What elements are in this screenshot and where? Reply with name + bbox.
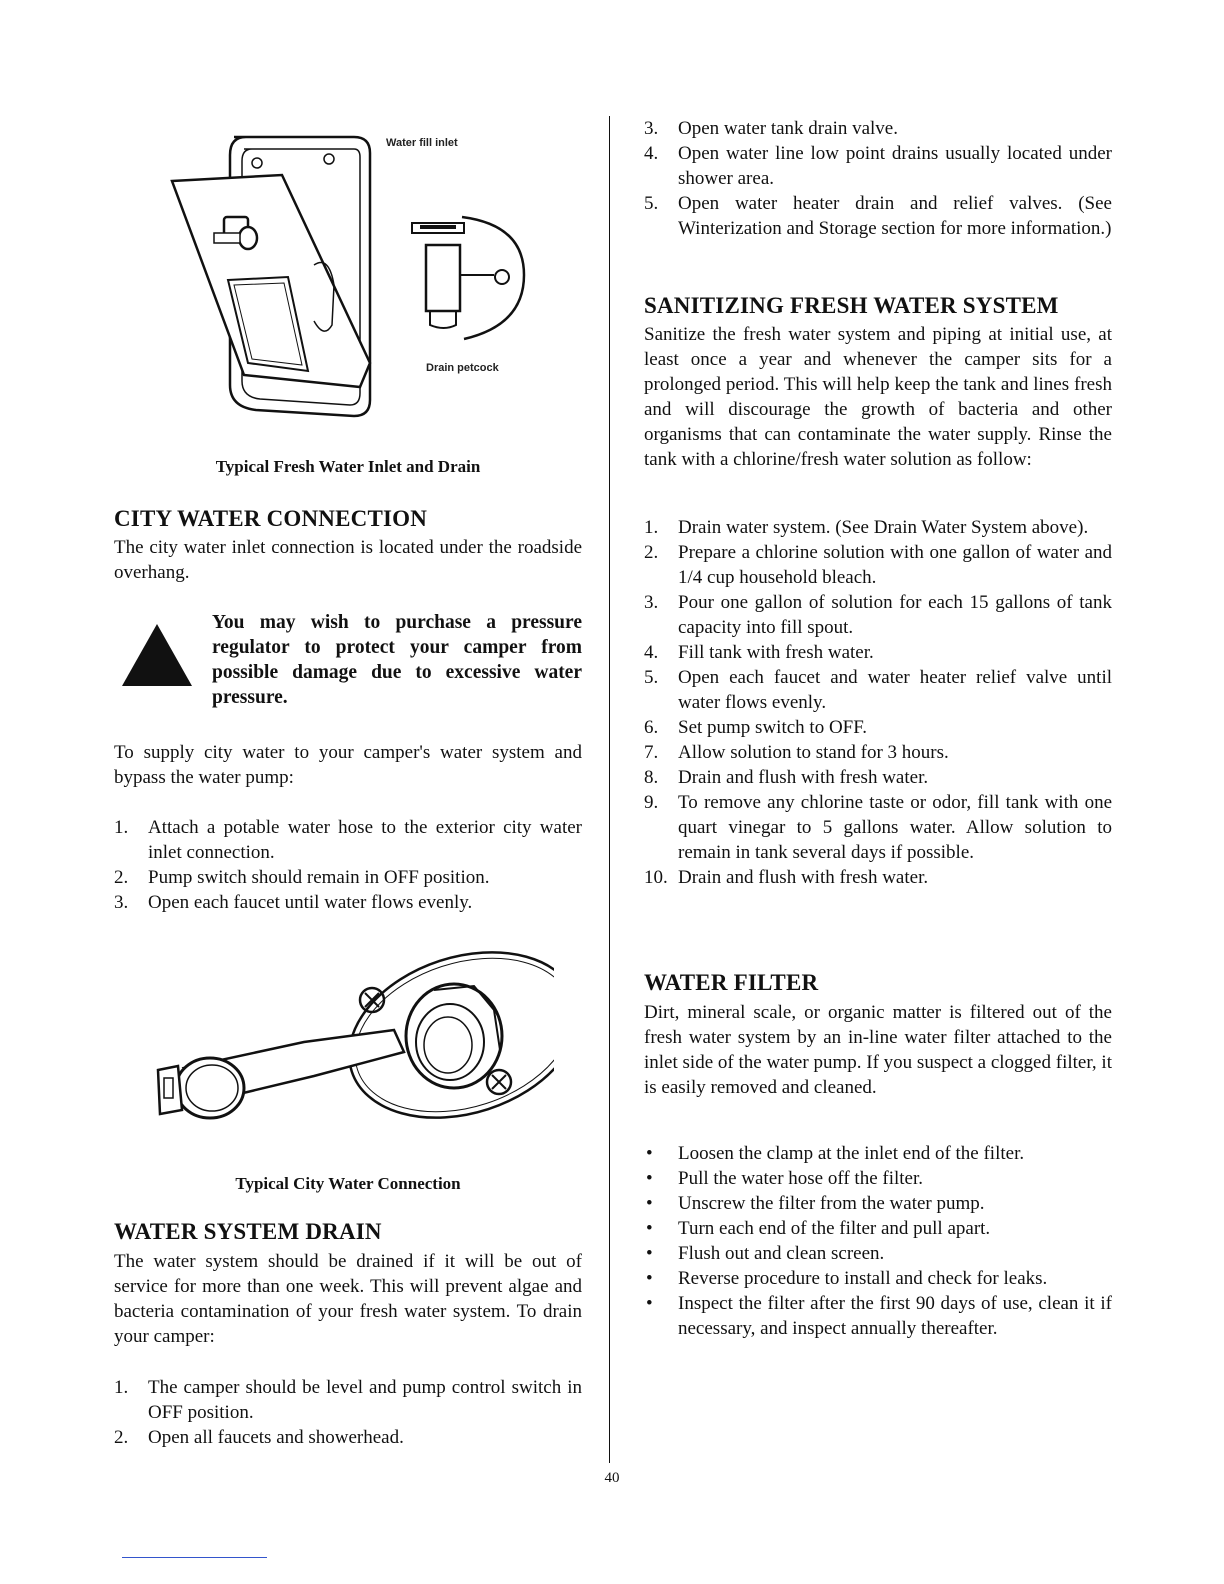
step-number: 7. xyxy=(644,742,659,763)
step-number: 10. xyxy=(644,867,668,888)
bullet-text: Unscrew the filter from the water pump. xyxy=(678,1193,985,1214)
bullet-text: Inspect the filter after the first 90 days of use, clean it if necessary, and inspect annually thereafter. xyxy=(678,1293,1112,1339)
step-number: 3. xyxy=(114,892,129,913)
warning-text: You may wish to purchase a pressure regulator to protect your camper from possible damage due to excessive water pressure. xyxy=(212,612,582,708)
drain-steps xyxy=(114,1375,582,1450)
section-heading: SANITIZING FRESH WATER SYSTEM xyxy=(644,293,1059,318)
section-intro: Dirt, mineral scale, or organic matter is filtered out of the fresh water system by an in-line water filter attached to the inlet side of the water pump. If you suspect a clogged filter, it is easily removed and cleaned. xyxy=(644,1002,1112,1098)
step-text: Open water heater drain and relief valves. (See Winterization and Storage section for more information.) xyxy=(678,193,1112,239)
step-number: 2. xyxy=(114,1427,129,1448)
list-item xyxy=(644,1141,1112,1166)
step-text: Allow solution to stand for 3 hours. xyxy=(678,742,949,763)
list-item xyxy=(644,665,1112,715)
list-item xyxy=(644,540,1112,590)
warning-triangle-icon xyxy=(120,622,194,688)
section-heading: CITY WATER CONNECTION xyxy=(114,506,428,531)
drain-steps-continued xyxy=(644,116,1112,241)
list-item xyxy=(644,590,1112,640)
water-fill-inlet-label: Water fill inlet xyxy=(386,137,458,149)
step-text: Drain and flush with fresh water. xyxy=(678,867,929,888)
figure-caption: Typical Fresh Water Inlet and Drain xyxy=(215,457,481,476)
warning-callout xyxy=(114,610,582,715)
step-number: 6. xyxy=(644,717,659,738)
step-number: 5. xyxy=(644,667,659,688)
list-item xyxy=(114,815,582,865)
list-item xyxy=(644,1166,1112,1191)
bullet-text: Turn each end of the filter and pull apart. xyxy=(678,1218,991,1239)
bullet-icon: • xyxy=(646,1268,653,1289)
water-fill-inlet-illustration xyxy=(164,125,564,430)
step-text: Open water line low point drains usually located under shower area. xyxy=(678,143,1112,189)
step-text: Prepare a chlorine solution with one gallon of water and 1/4 cup household bleach. xyxy=(678,542,1112,588)
section-heading: WATER FILTER xyxy=(644,970,819,995)
list-item xyxy=(644,1266,1112,1291)
list-item xyxy=(644,1241,1112,1266)
bullet-icon: • xyxy=(646,1293,653,1314)
list-item xyxy=(644,640,1112,665)
step-text: Pour one gallon of solution for each 15 gallons of tank capacity into fill spout. xyxy=(678,592,1112,638)
step-number: 2. xyxy=(114,867,129,888)
step-text: Open all faucets and showerhead. xyxy=(148,1427,404,1448)
step-text: To remove any chlorine taste or odor, fill tank with one quart vinegar to 5 gallons water. Allow solution to remain in tank several days if possible. xyxy=(678,792,1112,863)
bullet-icon: • xyxy=(646,1243,653,1264)
list-item xyxy=(114,890,582,915)
list-item xyxy=(644,191,1112,241)
list-item xyxy=(644,765,1112,790)
step-text: Pump switch should remain in OFF position. xyxy=(148,867,490,888)
list-item xyxy=(114,865,582,890)
list-item xyxy=(644,865,1112,890)
step-number: 1. xyxy=(114,817,129,838)
step-number: 9. xyxy=(644,792,659,813)
list-item xyxy=(644,740,1112,765)
step-number: 1. xyxy=(644,517,659,538)
step-text: Fill tank with fresh water. xyxy=(678,642,874,663)
figure-caption: Typical City Water Connection xyxy=(235,1174,461,1193)
list-item xyxy=(644,515,1112,540)
list-item xyxy=(644,715,1112,740)
filter-steps xyxy=(644,1141,1112,1341)
list-item xyxy=(644,790,1112,865)
bullet-icon: • xyxy=(646,1193,653,1214)
step-number: 3. xyxy=(644,118,659,139)
sanitize-steps xyxy=(644,515,1112,890)
bullet-text: Pull the water hose off the filter. xyxy=(678,1168,924,1189)
city-water-steps xyxy=(114,815,582,915)
list-item xyxy=(644,1291,1112,1341)
bullet-icon: • xyxy=(646,1143,653,1164)
step-text: Set pump switch to OFF. xyxy=(678,717,868,738)
bullet-text: Reverse procedure to install and check for leaks. xyxy=(678,1268,1048,1289)
step-text: The camper should be level and pump control switch in OFF position. xyxy=(148,1377,582,1423)
step-text: Open each faucet until water flows evenly. xyxy=(148,892,473,913)
step-number: 4. xyxy=(644,143,659,164)
list-item xyxy=(644,141,1112,191)
city-water-connection-illustration xyxy=(154,950,554,1140)
step-text: Drain water system. (See Drain Water System above). xyxy=(678,517,1089,538)
step-text: Open water tank drain valve. xyxy=(678,118,898,139)
drain-petcock-label: Drain petcock xyxy=(426,362,499,374)
section-intro: The city water inlet connection is located under the roadside overhang. xyxy=(114,537,582,583)
column-divider xyxy=(609,116,610,1463)
step-number: 5. xyxy=(644,193,659,214)
section-heading: WATER SYSTEM DRAIN xyxy=(114,1219,382,1244)
step-number: 2. xyxy=(644,542,659,563)
step-number: 1. xyxy=(114,1377,129,1398)
step-text: Attach a potable water hose to the exterior city water inlet connection. xyxy=(148,817,582,863)
section-intro: Sanitize the fresh water system and piping at initial use, at least once a year and whenever the camper sits for a prolonged period. This will help keep the tank and lines fresh and will discourage the growth of bacteria and other organisms that can contaminate the water supply. Rinse the tank with a chlorine/fresh water solution as follow: xyxy=(644,324,1112,470)
step-number: 8. xyxy=(644,767,659,788)
step-text: Open each faucet and water heater relief valve until water flows evenly. xyxy=(678,667,1112,713)
list-item xyxy=(114,1425,582,1450)
list-item xyxy=(644,1216,1112,1241)
supply-intro: To supply city water to your camper's water system and bypass the water pump: xyxy=(114,742,582,788)
section-intro: The water system should be drained if it will be out of service for more than one week. This will prevent algae and bacteria contamination of your fresh water system. To drain your camper: xyxy=(114,1251,582,1347)
footer-rule xyxy=(122,1557,267,1558)
bullet-icon: • xyxy=(646,1218,653,1239)
list-item xyxy=(114,1375,582,1425)
step-text: Drain and flush with fresh water. xyxy=(678,767,929,788)
fresh-water-inlet-figure xyxy=(164,125,564,430)
list-item xyxy=(644,1191,1112,1216)
bullet-text: Loosen the clamp at the inlet end of the filter. xyxy=(678,1143,1025,1164)
step-number: 3. xyxy=(644,592,659,613)
list-item xyxy=(644,116,1112,141)
page-number: 40 xyxy=(604,1470,620,1486)
step-number: 4. xyxy=(644,642,659,663)
bullet-text: Flush out and clean screen. xyxy=(678,1243,885,1264)
bullet-icon: • xyxy=(646,1168,653,1189)
